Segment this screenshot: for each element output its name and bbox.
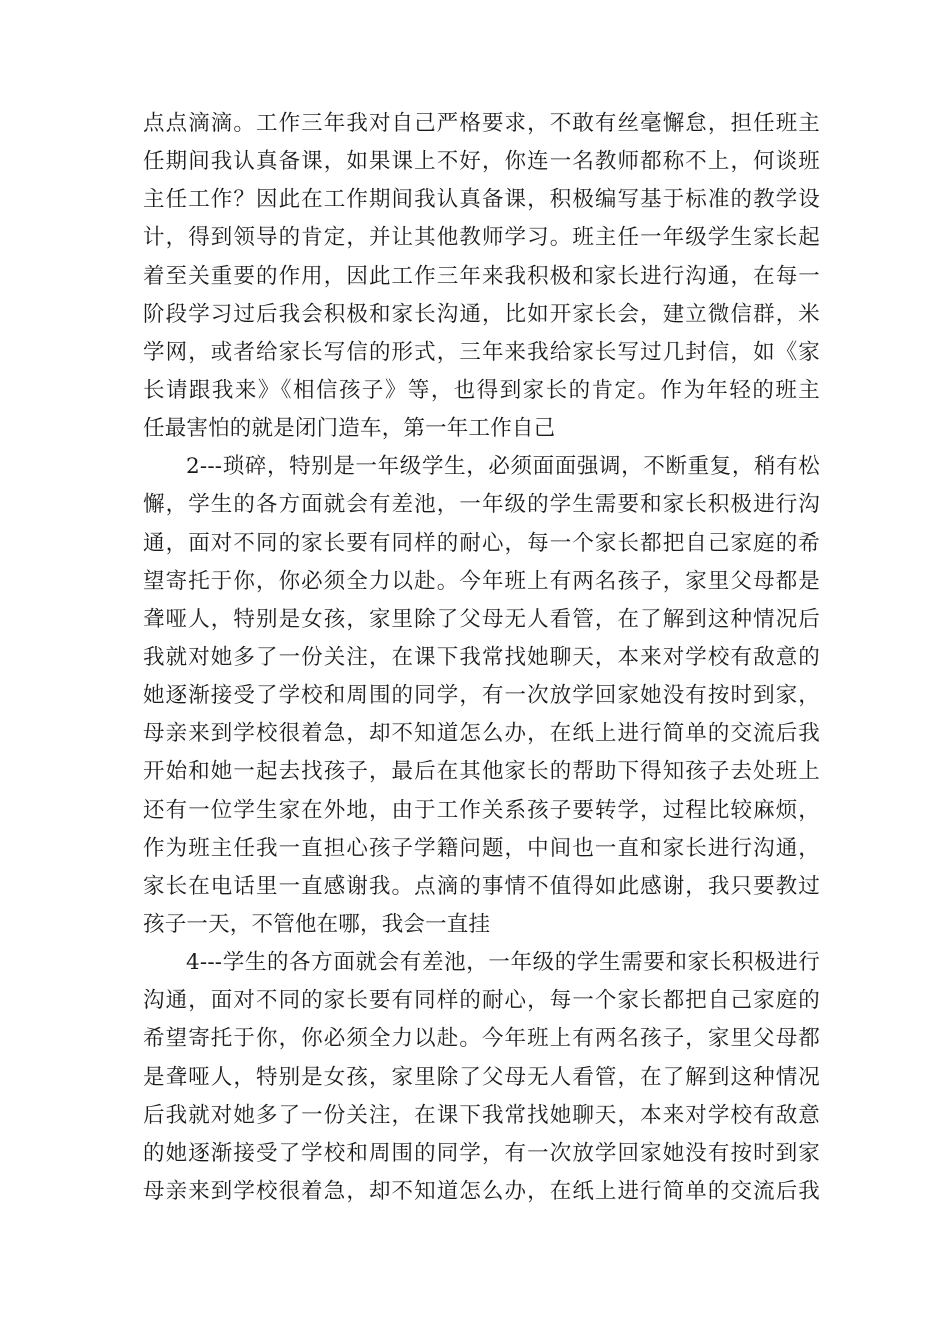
text-line: 母亲来到学校很着急，却不知道怎么办，在纸上进行简单的交流后我 [143, 721, 820, 747]
text-line: 4---学生的各方面就会有差池，一年级的学生需要和家长积极进行 [186, 950, 820, 976]
text-line: 通，面对不同的家长要有同样的耐心，每一个家长都把自己家庭的希 [143, 530, 820, 556]
text-line: 还有一位学生家在外地，由于工作关系孩子要转学，过程比较麻烦， [143, 797, 820, 823]
text-line: 开始和她一起去找孩子，最后在其他家长的帮助下得知孩子去处班上 [143, 759, 820, 785]
text-line: 2---琐碎，特别是一年级学生，必须面面强调，不断重复，稍有松 [186, 454, 820, 480]
text-line: 主任工作？因此在工作期间我认真备课，积极编写基于标准的教学设 [143, 187, 820, 213]
text-line: 后我就对她多了一份关注，在课下我常找她聊天，本来对学校有敌意 [143, 1102, 820, 1128]
paragraph-2 [143, 448, 820, 944]
text-line: 作为班主任我一直担心孩子学籍问题，中间也一直和家长进行沟通， [143, 835, 820, 861]
text-line: 阶段学习过后我会积极和家长沟通，比如开家长会，建立微信群，米 [143, 301, 820, 327]
text-line: 任期间我认真备课，如果课上不好，你连一名教师都称不上，何谈班 [143, 149, 820, 175]
text-line: 着至关重要的作用，因此工作三年来我积极和家长进行沟通，在每一 [143, 263, 820, 289]
text-line: 长请跟我来》《相信孩子》等，也得到家长的肯定。作为年轻的班主 [143, 377, 820, 403]
text-line: 沟通，面对不同的家长要有同样的耐心，每一个家长都把自己家庭的 [143, 988, 820, 1014]
text-line: 望寄托于你，你必须全力以赴。今年班上有两名孩子，家里父母都是 [143, 568, 820, 594]
text-line: 懈，学生的各方面就会有差池，一年级的学生需要和家长积极进行沟 [143, 492, 820, 518]
text-line: 计，得到领导的肯定，并让其他教师学习。班主任一年级学生家长起 [143, 225, 820, 251]
text-line: 点点滴滴。工作三年我对自己严格要求，不敢有丝毫懈怠，担任班主 [143, 111, 820, 136]
text-line: 希望寄托于你，你必须全力以赴。今年班上有两名孩子，家里父母都 [143, 1026, 820, 1052]
text-line: 是聋哑人，特别是女孩，家里除了父母无人看管，在了解到这种情况 [143, 1064, 820, 1090]
text-line: 她逐渐接受了学校和周围的同学，有一次放学回家她没有按时到家， [143, 683, 820, 709]
document-body [143, 105, 820, 1211]
paragraph-1 [143, 105, 820, 448]
text-line: 聋哑人，特别是女孩，家里除了父母无人看管，在了解到这种情况后 [143, 606, 820, 632]
text-line: 任最害怕的就是闭门造车，第一年工作自己 [143, 416, 556, 442]
paragraph-3 [143, 944, 820, 1211]
text-line: 的她逐渐接受了学校和周围的同学，有一次放学回家她没有按时到家 [143, 1140, 820, 1166]
text-line: 学网，或者给家长写信的形式，三年来我给家长写过几封信，如《家 [143, 339, 820, 365]
text-line: 孩子一天，不管他在哪，我会一直挂 [143, 911, 491, 937]
text-line: 我就对她多了一份关注，在课下我常找她聊天，本来对学校有敌意的 [143, 644, 820, 670]
text-line: 母亲来到学校很着急，却不知道怎么办，在纸上进行简单的交流后我 [143, 1178, 820, 1204]
text-line: 家长在电话里一直感谢我。点滴的事情不值得如此感谢，我只要教过 [143, 873, 820, 899]
